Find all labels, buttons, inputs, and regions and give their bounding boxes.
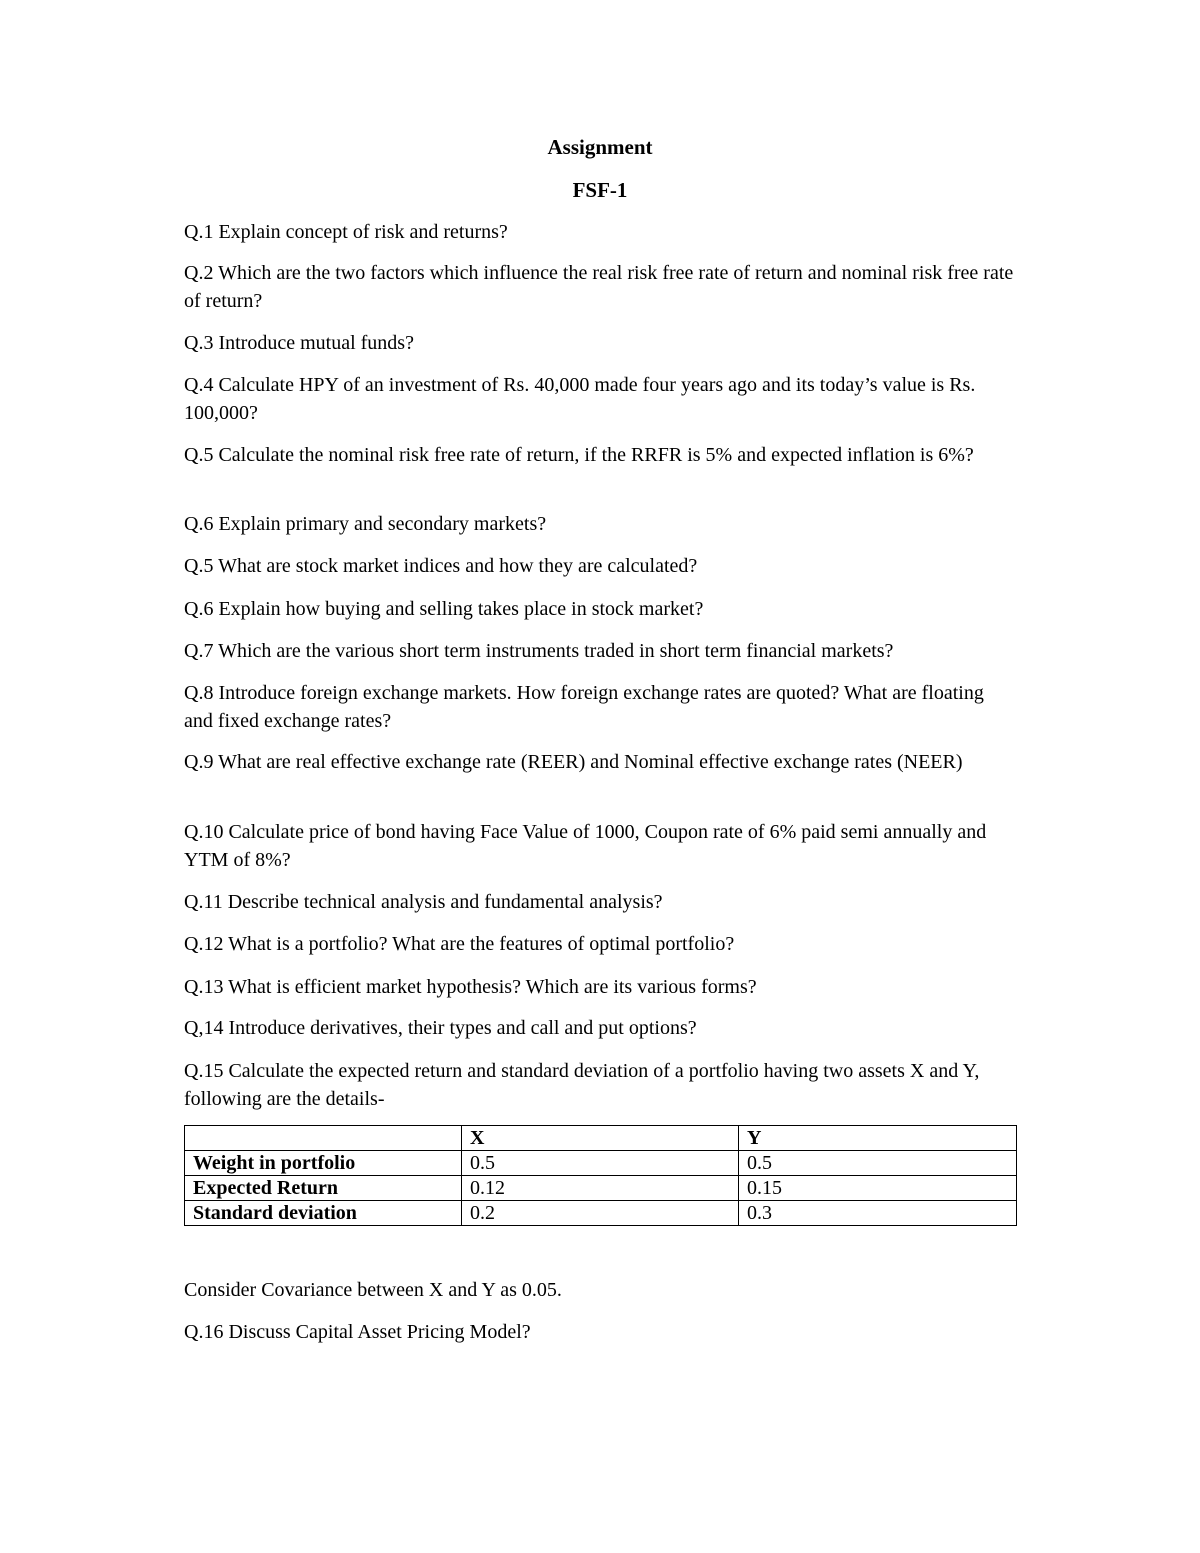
question-6b: Q.6 Explain how buying and selling takes place in stock market? (184, 598, 704, 620)
question-4: Q.4 Calculate HPY of an investment of Rs. 40,000 made four years ago and its today’s value is Rs. 100,000? (184, 374, 976, 424)
table-cell: 0.5 (739, 1151, 1017, 1176)
table-cell: 0.2 (462, 1201, 739, 1226)
table-header-cell: X (462, 1126, 739, 1151)
question-16: Q.16 Discuss Capital Asset Pricing Model? (184, 1321, 531, 1343)
portfolio-details-table (184, 1125, 1017, 1226)
table-row-label: Expected Return (185, 1176, 462, 1201)
question-15: Q.15 Calculate the expected return and standard deviation of a portfolio having two assets X and Y, following are the details- (184, 1060, 980, 1110)
covariance-note: Consider Covariance between X and Y as 0.05. (184, 1279, 562, 1301)
table-cell: 0.12 (462, 1176, 739, 1201)
table-header-cell: Y (739, 1126, 1017, 1151)
question-5b: Q.5 What are stock market indices and how they are calculated? (184, 555, 698, 577)
table-row (185, 1201, 1017, 1226)
question-1: Q.1 Explain concept of risk and returns? (184, 221, 508, 243)
table-row-label: Weight in portfolio (185, 1151, 462, 1176)
table-row-label: Standard deviation (185, 1201, 462, 1226)
document-title: Assignment (547, 135, 653, 159)
table-cell: 0.15 (739, 1176, 1017, 1201)
question-10: Q.10 Calculate price of bond having Face Value of 1000, Coupon rate of 6% paid semi annually and YTM of 8%? (184, 821, 987, 871)
question-3: Q.3 Introduce mutual funds? (184, 332, 414, 354)
table-cell: 0.5 (462, 1151, 739, 1176)
question-12: Q.12 What is a portfolio? What are the features of optimal portfolio? (184, 933, 735, 955)
question-6: Q.6 Explain primary and secondary markets? (184, 513, 547, 535)
question-13: Q.13 What is efficient market hypothesis? Which are its various forms? (184, 976, 757, 998)
question-7: Q.7 Which are the various short term instruments traded in short term financial markets? (184, 640, 894, 662)
question-8: Q.8 Introduce foreign exchange markets. How foreign exchange rates are quoted? What are floating and fixed exchange rates? (184, 682, 984, 732)
table-header-cell (185, 1126, 462, 1151)
question-9: Q.9 What are real effective exchange rate (REER) and Nominal effective exchange rates (NEER) (184, 751, 963, 773)
table-row (185, 1176, 1017, 1201)
table-row (185, 1151, 1017, 1176)
question-5: Q.5 Calculate the nominal risk free rate of return, if the RRFR is 5% and expected inflation is 6%? (184, 444, 974, 466)
table-cell: 0.3 (739, 1201, 1017, 1226)
question-11: Q.11 Describe technical analysis and fundamental analysis? (184, 891, 663, 913)
document-subtitle: FSF-1 (572, 178, 628, 202)
question-14: Q,14 Introduce derivatives, their types and call and put options? (184, 1017, 697, 1039)
table-header-row (185, 1126, 1017, 1151)
question-2: Q.2 Which are the two factors which influence the real risk free rate of return and nominal risk free rate of return? (184, 262, 1014, 312)
